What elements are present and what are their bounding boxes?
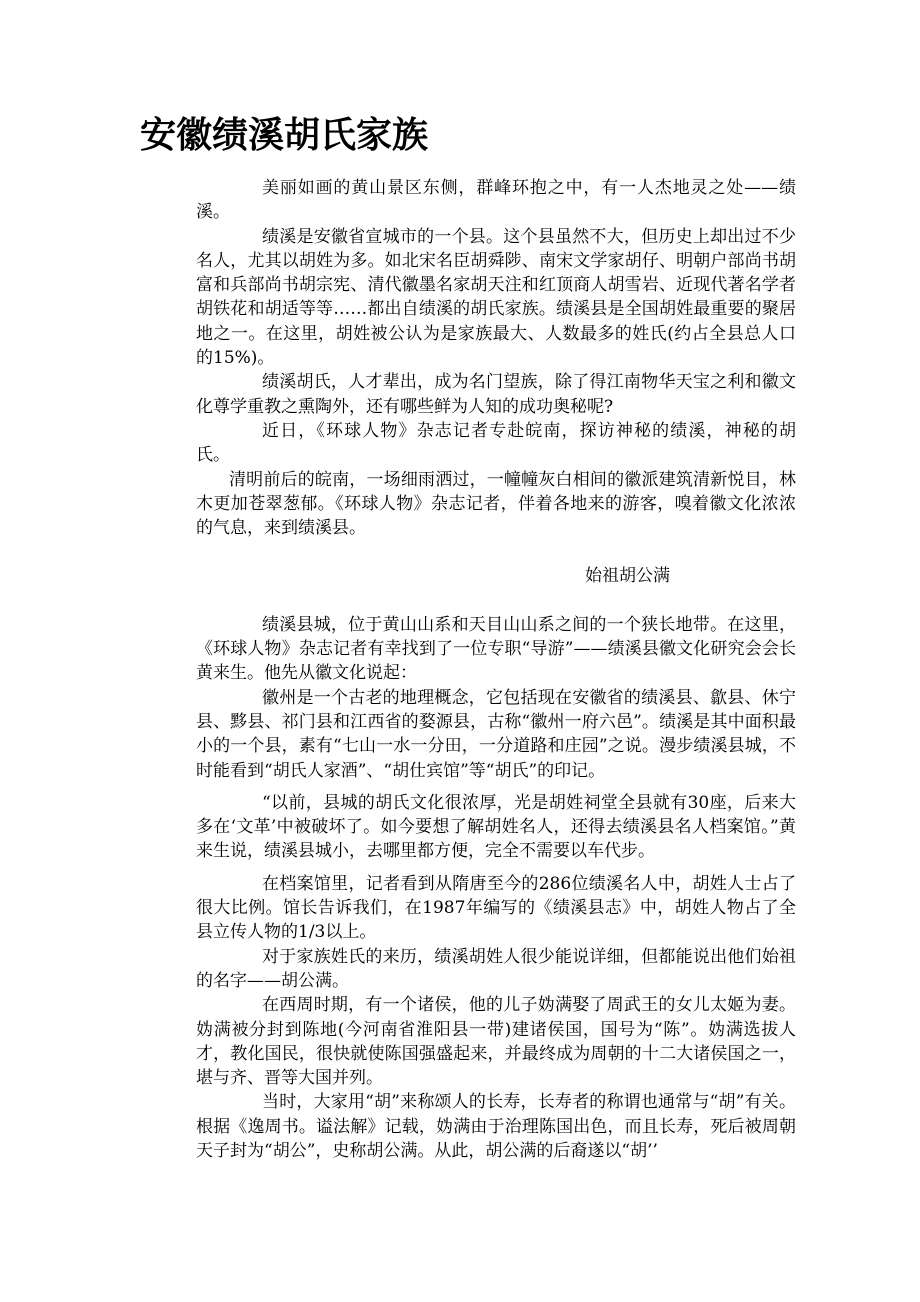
paragraph-longevity: 当时，大家用“胡”来称颂人的长寿，长寿者的称谓也通常与“胡”有关。根据《逸周书。谥法解》记载，妫满由于治理陈国出色，而且长寿，死后被周朝天子封为“胡公”，史称胡公满。从此，胡公满的后裔遂以“胡’’	[196, 1092, 796, 1161]
document-title: 安徽绩溪胡氏家族	[140, 115, 429, 156]
paragraph-huizhou: 徽州是一个古老的地理概念，它包括现在安徽省的绩溪县、歙县、休宁县、黟县、祁门县和江西省的婺源县，古称“徽州一府六邑”。绩溪是其中面积最小的一个县，素有“七山一水一分田，一分道路和庄园”之说。漫步绩溪县城，不时能看到“胡氏人家酒”、“胡仕宾馆”等“胡氏”的印记。	[196, 687, 796, 781]
paragraph-intro: 美丽如画的黄山景区东侧，群峰环抱之中，有一人杰地灵之处——绩溪。	[196, 178, 796, 223]
paragraph-county-town: 绩溪县城，位于黄山山系和天目山山系之间的一个狭长地带。在这里，《环球人物》杂志记者有幸找到了一位专职“导游”——绩溪县徽文化研究会会长黄来生。他先从徽文化说起：	[196, 614, 796, 684]
paragraph-qingming: 清明前后的皖南，一场细雨洒过，一幢幢灰白相间的徽派建筑清新悦目，林木更加苍翠葱郁。《环球人物》杂志记者，伴着各地来的游客，嗅着徽文化浓浓的气息，来到绩溪县。	[196, 469, 796, 539]
paragraph-jixi-county: 绩溪是安徽省宣城市的一个县。这个县虽然不大，但历史上却出过不少名人，尤其以胡姓为多。如北宋名臣胡舜陟、南宋文学家胡仔、明朝户部尚书胡富和兵部尚书胡宗宪、清代徽墨名家胡天注和红顶商人胡雪岩、近现代著名学者胡铁花和胡适等等……都出自绩溪的胡氏家族。绩溪县是全国胡姓最重要的聚居地之一。在这里，胡姓被公认为是家族最大、人数最多的姓氏(约占全县总人口的15%)。	[196, 226, 796, 369]
document-body	[196, 176, 796, 1163]
paragraph-quote: “以前，县城的胡氏文化很浓厚，光是胡姓祠堂全县就有30座，后来大多在‘文革’中被破坏了。如今要想了解胡姓名人，还得去绩溪县名人档案馆。”黄来生说，绩溪县城小，去哪里都方便，完全不需要以车代步。	[196, 792, 796, 862]
paragraph-success-secret: 绩溪胡氏，人才辈出，成为名门望族，除了得江南物华天宝之利和徽文化尊学重教之熏陶外，还有哪些鲜为人知的成功奥秘呢?	[196, 372, 796, 417]
paragraph-origin: 对于家族姓氏的来历，绩溪胡姓人很少能说详细，但都能说出他们始祖的名字——胡公满。	[196, 946, 796, 991]
paragraph-archive: 在档案馆里，记者看到从隋唐至今的286位绩溪名人中，胡姓人士占了很大比例。馆长告诉我们，在1987年编写的《绩溪县志》中，胡姓人物占了全县立传人物的1/3以上。	[196, 873, 796, 943]
paragraph-reporter-visit: 近日，《环球人物》杂志记者专赴皖南，探访神秘的绩溪，神秘的胡氏。	[196, 420, 796, 466]
paragraph-western-zhou: 在西周时期，有一个诸侯，他的儿子妫满娶了周武王的女儿太姬为妻。妫满被分封到陈地(今河南省淮阳县一带)建诸侯国，国号为“陈”。妫满选拔人才，教化国民，很快就使陈国强盛起来，并最终成为周朝的十二大诸侯国之一，堪与齐、晋等大国并列。	[196, 995, 796, 1089]
section-subtitle: 始祖胡公满	[585, 566, 670, 587]
